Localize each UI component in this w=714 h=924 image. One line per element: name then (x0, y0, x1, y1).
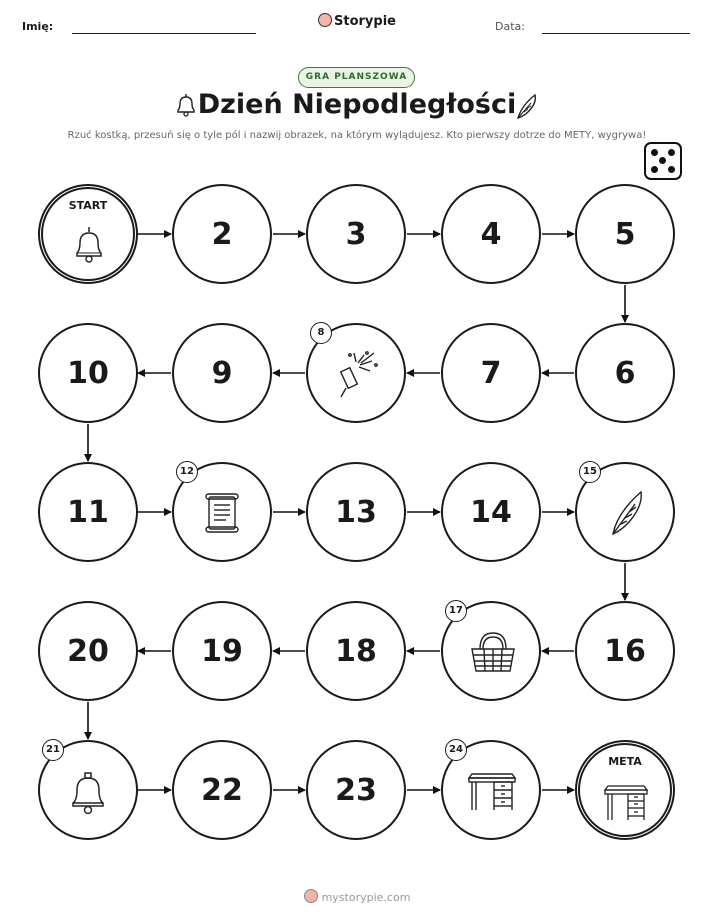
space-number: 6 (614, 355, 636, 391)
page-title: Dzień Niepodległości (197, 89, 517, 120)
game-badge: GRA PLANSZOWA (298, 67, 415, 88)
space-18 (306, 601, 406, 701)
space-number-tag: 24 (445, 739, 467, 761)
scroll-icon (200, 490, 246, 536)
brand-name: Storypie (334, 14, 396, 29)
bell-icon (71, 225, 107, 265)
feather-icon (607, 488, 647, 538)
space-number: 4 (480, 216, 502, 252)
space-number: 7 (480, 355, 502, 391)
space-14 (441, 462, 541, 562)
space-number-tag: 15 (579, 461, 601, 483)
footer (0, 889, 714, 904)
space-number: 23 (335, 772, 377, 808)
space-10 (38, 323, 138, 423)
space-11 (38, 462, 138, 562)
space-17 (441, 601, 541, 701)
basket-icon (468, 629, 518, 675)
space-number-tag: 8 (310, 322, 332, 344)
space-20 (38, 601, 138, 701)
storypie-logo-icon (304, 889, 318, 903)
footer-url[interactable]: mystorypie.com (321, 891, 411, 904)
desk-icon (602, 783, 650, 823)
space-number: 3 (345, 216, 367, 252)
space-22 (172, 740, 272, 840)
space-19 (172, 601, 272, 701)
space-2 (172, 184, 272, 284)
space-16 (575, 601, 675, 701)
instructions: Rzuć kostką, przesuń się o tyle pól i nazwij obrazek, na którym wylądujesz. Kto pierwszy dotrze do METY, wygrywa! (67, 130, 647, 141)
space-number: 9 (211, 355, 233, 391)
space-21 (38, 740, 138, 840)
space-number-tag: 12 (176, 461, 198, 483)
space-23 (306, 740, 406, 840)
space-24 (441, 740, 541, 840)
space-number: 19 (201, 633, 243, 669)
space-8 (306, 323, 406, 423)
space-4 (441, 184, 541, 284)
space-start (38, 184, 138, 284)
space-12 (172, 462, 272, 562)
space-number: 5 (614, 216, 636, 252)
space-9 (172, 323, 272, 423)
space-number: 18 (335, 633, 377, 669)
space-7 (441, 323, 541, 423)
bell-icon (68, 770, 108, 816)
space-number: 2 (211, 216, 233, 252)
space-number: 10 (67, 355, 109, 391)
space-number-tag: 21 (42, 739, 64, 761)
space-number: 13 (335, 494, 377, 530)
firework-icon (334, 349, 380, 399)
space-number-tag: 17 (445, 600, 467, 622)
space-3 (306, 184, 406, 284)
space-13 (306, 462, 406, 562)
space-number: 16 (604, 633, 646, 669)
space-number: 20 (67, 633, 109, 669)
space-number: 14 (470, 494, 512, 530)
space-meta (575, 740, 675, 840)
desk-icon (466, 770, 518, 814)
space-5 (575, 184, 675, 284)
space-number: 22 (201, 772, 243, 808)
date-label: Data: (495, 20, 525, 33)
space-15 (575, 462, 675, 562)
start-label: START (68, 199, 108, 212)
name-label: Imię: (22, 20, 54, 33)
space-6 (575, 323, 675, 423)
space-number: 11 (67, 494, 109, 530)
meta-label: META (608, 755, 642, 768)
